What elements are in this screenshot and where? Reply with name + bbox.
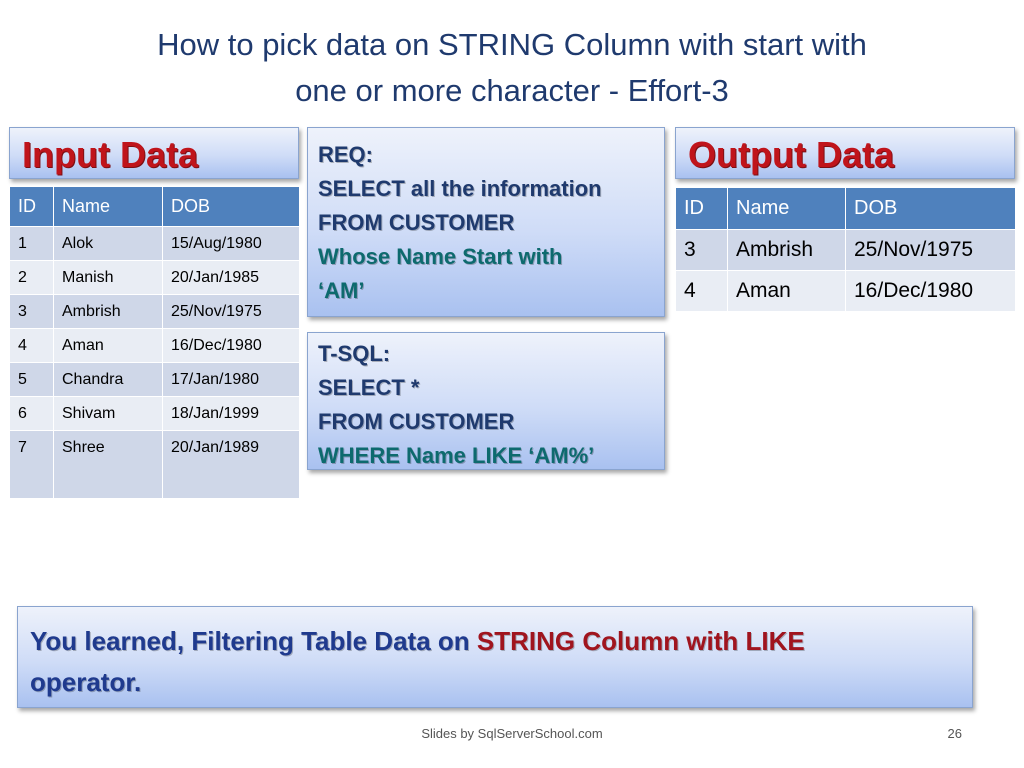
table-row <box>676 230 1016 271</box>
summary-part-end: operator. <box>30 667 142 697</box>
tsql-line-from: FROM CUSTOMER <box>318 409 515 434</box>
cell-name: Manish <box>54 261 163 295</box>
cell-name: Alok <box>54 227 163 261</box>
table-row <box>10 397 300 431</box>
cell-name: Aman <box>54 329 163 363</box>
table-row <box>10 261 300 295</box>
input-heading: Input Data <box>22 134 198 175</box>
column-header-id: ID <box>10 187 54 227</box>
output-heading: Output Data <box>688 134 894 175</box>
requirement-line-from: FROM CUSTOMER <box>318 210 515 235</box>
input-heading-box <box>9 127 299 179</box>
cell-name: Aman <box>728 271 846 312</box>
cell-id: 6 <box>10 397 54 431</box>
cell-dob: 20/Jan/1985 <box>163 261 300 295</box>
column-header-dob: DOB <box>163 187 300 227</box>
cell-dob: 20/Jan/1989 <box>163 431 300 499</box>
cell-dob: 17/Jan/1980 <box>163 363 300 397</box>
cell-id: 4 <box>10 329 54 363</box>
cell-id: 2 <box>10 261 54 295</box>
slide-title-line2: one or more character - Effort-3 <box>295 73 729 108</box>
table-row <box>10 329 300 363</box>
column-header-name: Name <box>728 188 846 230</box>
cell-dob: 16/Dec/1980 <box>163 329 300 363</box>
cell-dob: 25/Nov/1975 <box>163 295 300 329</box>
cell-name: Shivam <box>54 397 163 431</box>
cell-id: 5 <box>10 363 54 397</box>
table-row <box>10 431 300 499</box>
tsql-line-where: WHERE Name LIKE ‘AM%’ <box>318 443 595 468</box>
slide-title-line1: How to pick data on STRING Column with start with <box>157 27 867 62</box>
table-row <box>676 271 1016 312</box>
cell-id: 7 <box>10 431 54 499</box>
cell-name: Chandra <box>54 363 163 397</box>
slide-title <box>0 22 1024 114</box>
cell-id: 3 <box>676 230 728 271</box>
requirement-line-whose: Whose Name Start with <box>318 244 563 269</box>
output-table <box>675 187 1016 312</box>
cell-name: Ambrish <box>728 230 846 271</box>
table-row <box>10 363 300 397</box>
tsql-label: T-SQL: <box>318 341 391 366</box>
table-row <box>10 295 300 329</box>
cell-id: 4 <box>676 271 728 312</box>
table-header-row <box>676 188 1016 230</box>
output-heading-box <box>675 127 1015 179</box>
cell-dob: 15/Aug/1980 <box>163 227 300 261</box>
requirement-line-select: SELECT all the information <box>318 176 602 201</box>
summary-part-highlight: STRING Column with LIKE <box>476 626 805 656</box>
column-header-name: Name <box>54 187 163 227</box>
column-header-id: ID <box>676 188 728 230</box>
requirement-box <box>307 127 665 317</box>
cell-id: 1 <box>10 227 54 261</box>
tsql-box <box>307 332 665 470</box>
summary-part-intro: You learned, Filtering Table Data on <box>30 626 477 656</box>
column-header-dob: DOB <box>846 188 1016 230</box>
input-table <box>9 186 300 499</box>
cell-name: Shree <box>54 431 163 499</box>
page-number: 26 <box>947 726 962 741</box>
cell-name: Ambrish <box>54 295 163 329</box>
footer-credit: Slides by SqlServerSchool.com <box>421 726 603 741</box>
cell-dob: 16/Dec/1980 <box>846 271 1016 312</box>
cell-dob: 18/Jan/1999 <box>163 397 300 431</box>
table-row <box>10 227 300 261</box>
cell-id: 3 <box>10 295 54 329</box>
cell-dob: 25/Nov/1975 <box>846 230 1016 271</box>
tsql-line-select: SELECT * <box>318 375 420 400</box>
summary-text <box>30 621 972 703</box>
summary-box <box>17 606 973 708</box>
table-header-row <box>10 187 300 227</box>
requirement-line-value: ‘AM’ <box>318 278 365 303</box>
requirement-label: REQ: <box>318 142 373 167</box>
